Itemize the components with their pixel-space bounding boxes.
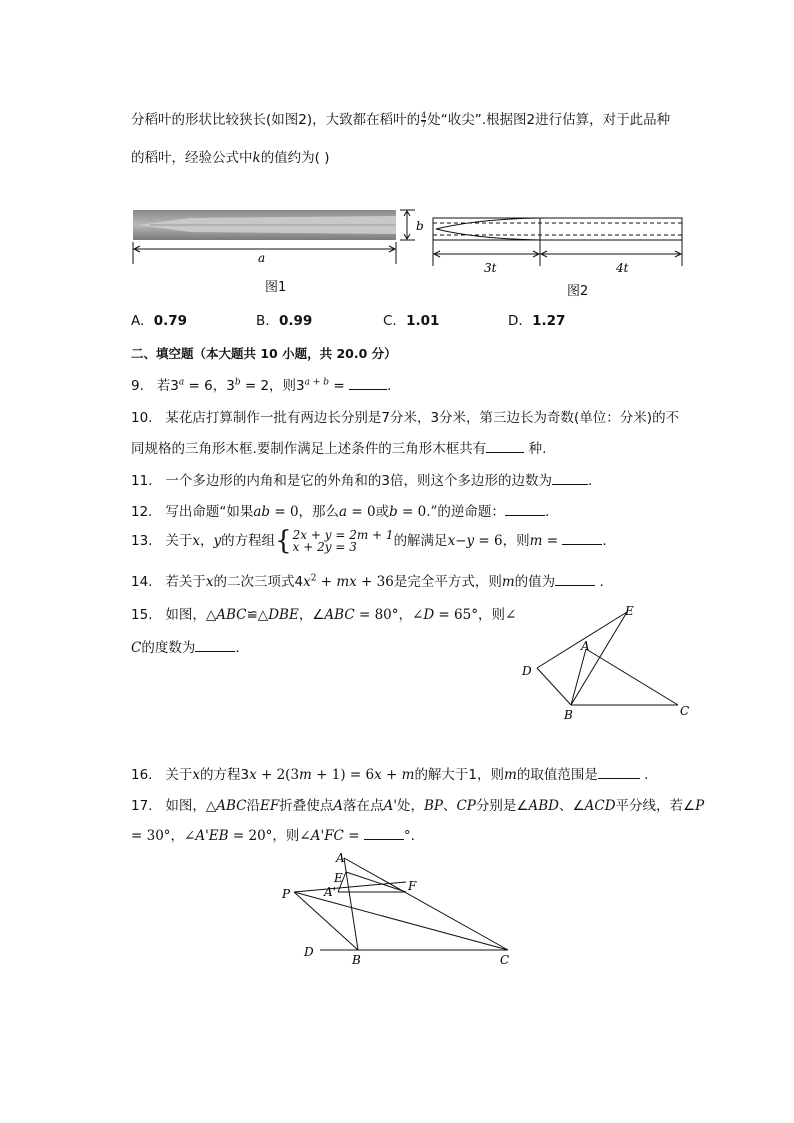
figure-2-caption: 图2	[567, 284, 589, 299]
point-C-label: C	[680, 704, 690, 718]
answer-blank-17[interactable]	[364, 827, 404, 840]
question-15-line-1: 15. 如图，△ABC≌△DBE，∠ABC = 80°，∠D = 65°，则∠	[131, 607, 517, 623]
segment-PF	[294, 882, 406, 892]
point-A-label: A	[336, 851, 345, 865]
answer-blank-14[interactable]	[555, 573, 595, 586]
question-15-figure	[515, 602, 695, 722]
point-E-label: E	[625, 604, 634, 618]
option-b[interactable]: B. 0.99	[256, 313, 313, 329]
answer-blank-13[interactable]	[562, 532, 602, 545]
fold-line-EF	[346, 872, 406, 892]
intro-text-1b: 处“收尖”.根据图2进行估算，对于此品种	[427, 112, 671, 128]
point-B-label: B	[352, 953, 361, 967]
point-P-label: P	[282, 887, 291, 901]
question-17-figure	[280, 848, 520, 968]
label-3t: 3t	[484, 261, 497, 275]
option-d[interactable]: D. 1.27	[508, 313, 566, 329]
leaf-rectangle	[433, 218, 682, 240]
question-12: 12. 写出命题“如果ab = 0，那么a = 0或b = 0.”的逆命题： .	[131, 504, 550, 520]
point-E-label: E	[334, 871, 343, 885]
figure-2-schematic	[428, 210, 688, 278]
question-17-line-2: = 30°，∠A'EB = 20°，则∠A'FC = °.	[131, 828, 415, 844]
point-A1-label: A'	[324, 885, 336, 899]
answer-blank-10[interactable]	[486, 440, 524, 453]
option-a[interactable]: A. 0.79	[131, 313, 188, 329]
question-13: 13. 关于x，y的方程组{ 2x + y = 2m + 1 x + 2y = 3 的解满足x−y = 6，则m = .	[131, 526, 607, 556]
answer-blank-9[interactable]	[349, 377, 387, 390]
point-B-label: B	[564, 708, 573, 722]
answer-blank-15[interactable]	[195, 639, 235, 652]
label-4t: 4t	[616, 261, 629, 275]
system-brace: {	[275, 526, 292, 556]
intro-text-1a: 分稻叶的形状比较狭长(如图2)，大致都在稻叶的	[131, 112, 421, 128]
point-C-label: C	[500, 953, 510, 967]
figure-1-caption: 图1	[265, 280, 287, 295]
leaf-tip-curve	[436, 218, 540, 240]
question-10-line-1: 10. 某花店打算制作一批有两边长分别是7分米，3分米，第三边长为奇数(单位：分米)的不	[131, 410, 680, 426]
figure-1-leaf	[130, 204, 430, 268]
equation-system: 2x + y = 2m + 1 x + 2y = 3	[292, 528, 394, 554]
segment-BA	[571, 649, 586, 705]
answer-blank-12[interactable]	[505, 503, 545, 516]
option-c[interactable]: C. 1.01	[383, 313, 440, 329]
section-title: 二、填空题（本大题共 10 小题，共 20.0 分）	[131, 346, 397, 361]
segment-BE	[571, 612, 627, 705]
point-A-label: A	[581, 639, 590, 653]
fraction-4-7: $\frac{4}{7}$	[421, 110, 427, 129]
question-15-line-2: C的度数为 .	[131, 640, 240, 656]
question-10-line-2: 同规格的三角形木框.要制作满足上述条件的三角形木框共有 种.	[131, 441, 547, 457]
question-11: 11. 一个多边形的内角和是它的外角和的3倍，则这个多边形的边数为 .	[131, 473, 593, 489]
point-F-label: F	[408, 879, 417, 893]
answer-blank-11[interactable]	[552, 472, 588, 485]
question-9: 9. 若$3^a = 6$，$3^b = 2$，则$3^{a + b}$ = .	[131, 377, 392, 394]
point-D-label: D	[304, 945, 314, 959]
segment-AC	[586, 649, 678, 705]
question-14: 14. 若关于x的二次三项式$4x^2$ + mx + 36是完全平方式，则m的值为 .	[131, 573, 604, 590]
question-17-line-1: 17. 如图，△ABC沿EF折叠使点A落在点A'处，BP、CP分别是∠ABD、∠ACD平分线，若∠P	[131, 798, 705, 814]
label-a: a	[258, 251, 266, 265]
answer-blank-16[interactable]	[598, 766, 640, 779]
point-D-label: D	[522, 664, 532, 678]
label-b: b	[416, 219, 424, 233]
segment-DB	[537, 668, 571, 705]
question-16: 16. 关于x的方程3x + 2(3m + 1) = 6x + m的解大于1，则m的取值范围是 .	[131, 767, 649, 783]
intro-line-2: 的稻叶，经验公式中k的值约为( )	[131, 150, 330, 166]
segment-AC	[344, 858, 508, 950]
intro-line-1	[131, 108, 670, 129]
